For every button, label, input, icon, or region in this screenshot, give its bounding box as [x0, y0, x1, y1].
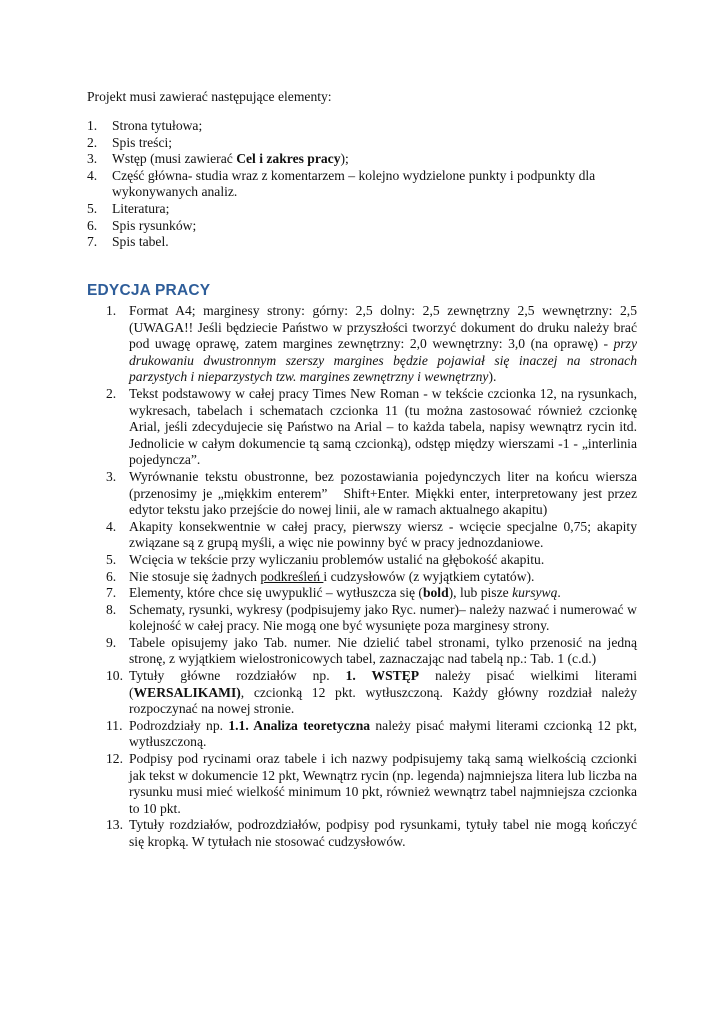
item-text: Spis treści;	[112, 134, 173, 150]
rule-number: 12.	[106, 751, 123, 767]
list-item	[87, 201, 647, 218]
item-text: Część główna- studia wraz z komentarzem – kolejno wydzielone punkty i podpunkty dla wykonywanych analiz.	[112, 167, 596, 200]
rule-number: 10.	[106, 668, 123, 684]
list-item	[87, 168, 647, 201]
rule-text: Tekst podstawowy w całej pracy Times New Roman - w tekście czcionka 12, na rysunkach, wykresach, tabelach i schematach czcionka 11 (tu można zastosować również czcionkę Arial, jeśli zdecydujecie się Państwo na Arial – to każda tabela, napisy wewnątrz rycin itd. Jednolicie w całym dokumencie tą samą czcionką), odstęp między wierszami -1 - „interlinia pojedyncza”.	[129, 385, 637, 468]
rule-number: 3.	[106, 468, 117, 484]
rule-number: 8.	[106, 601, 117, 617]
section-heading: EDYCJA PRACY	[87, 282, 211, 299]
rule-bold-text: 1. WSTĘP	[345, 668, 420, 684]
item-number: 5.	[87, 200, 98, 216]
rule-text-middle: ), lub pisze	[448, 585, 513, 601]
rule-italic-text: kursywą	[512, 585, 558, 601]
rule-text: Akapity konsekwentnie w całej pracy, pierwszy wiersz - wcięcie specjalne 0,75; akapity związane są z grupą myśli, a więc nie powinny być w pracy jednozdaniowe.	[129, 518, 637, 551]
list-item	[87, 135, 647, 152]
item-number: 4.	[87, 167, 98, 183]
rule-text-end: należy pisać małymi literami czcionką 12 pkt, wytłuszczoną.	[129, 717, 638, 750]
rule-text-middle: należy pisać wielkimi literami (	[129, 668, 637, 700]
rule-number: 11.	[106, 717, 123, 733]
rule-item	[106, 751, 637, 817]
required-elements-list	[87, 118, 647, 251]
rule-item	[106, 386, 637, 469]
item-text: Spis rysunków;	[112, 217, 197, 233]
rule-bold-text: 1.1. Analiza teoretyczna	[228, 717, 371, 733]
intro-text: Projekt musi zawierać następujące elementy:	[87, 89, 332, 104]
rule-item	[106, 585, 637, 602]
item-text: Spis tabel.	[112, 234, 169, 250]
list-item	[87, 234, 647, 251]
rule-text: Format A4; marginesy strony: górny: 2,5 dolny: 2,5 zewnętrzny 2,5 wewnętrzny: 2,5 (UWAGA!! Jeśli będziecie Państwo w przyszłości tworzyć dokument do druku należy brać pod uwagę oprawę, zatem margines zewnętrzny: 2,0 wewnętrzny: 3,0 (na oprawę) -	[129, 303, 637, 352]
rule-text: Wcięcia w tekście przy wyliczaniu problemów ustalić na głębokość akapitu.	[129, 551, 545, 567]
rule-text: Podpisy pod rycinami oraz tabele i ich nazwy podpisujemy taką samą wielkością czcionki jak tekst w dokumencie 12 pkt, Wewnątrz rycin (np. legenda) najmniejsza litera lub liczba na rysunku musi mieć wielkość minimum 10 pkt, również wewnątrz tabel najmniejsza czcionka to 10 pkt.	[129, 751, 637, 816]
list-item	[87, 151, 647, 168]
rule-number: 1.	[106, 303, 117, 318]
rule-item	[106, 718, 637, 751]
rule-text: Tytuły główne rozdziałów np.	[129, 668, 346, 684]
item-text: Literatura;	[112, 200, 170, 216]
rule-number: 13.	[106, 817, 123, 833]
rule-text: Tytuły rozdziałów, podrozdziałów, podpisy pod rysunkami, tytuły tabel nie mogą kończyć się kropką. W tytułach nie stosować cudzysłowów.	[129, 817, 637, 849]
rule-bold-text-2: WERSALIKAMI)	[133, 684, 241, 700]
rule-bold-text: bold	[422, 585, 449, 601]
rule-item	[106, 635, 637, 668]
rule-number: 4.	[106, 518, 117, 534]
list-item	[87, 118, 647, 135]
rule-underlined-text: podkreśleń	[260, 568, 324, 584]
item-number: 1.	[87, 118, 98, 133]
formatting-rules-list	[106, 303, 637, 851]
item-number: 6.	[87, 217, 98, 233]
rule-item	[106, 303, 637, 386]
rule-item	[106, 602, 637, 635]
rule-number: 5.	[106, 551, 117, 567]
item-number: 3.	[87, 151, 98, 167]
item-text-end: );	[340, 151, 349, 167]
rule-item	[106, 469, 637, 519]
item-bold-text: Cel i zakres pracy	[236, 151, 341, 167]
rule-item	[106, 519, 637, 552]
item-number: 2.	[87, 134, 98, 150]
rule-text: Nie stosuje się żadnych	[129, 568, 261, 584]
rule-text-end: i cudzysłowów (z wyjątkiem cytatów).	[323, 568, 535, 584]
rule-number: 2.	[106, 385, 117, 401]
rule-text-end: ).	[488, 369, 497, 385]
rule-number: 9.	[106, 634, 117, 650]
rule-text: Elementy, które chce się uwypuklić – wytłuszcza się (	[129, 585, 423, 601]
rule-item	[106, 668, 637, 718]
rule-text-end: , czcionką 12 pkt. wytłuszczoną. Każdy główny rozdział należy rozpoczynać na nowej stronie.	[129, 684, 637, 717]
rule-number: 7.	[106, 585, 117, 601]
item-text: Strona tytułowa;	[112, 118, 203, 133]
rule-text: Tabele opisujemy jako Tab. numer. Nie dzielić tabel stronami, tylko przenosić na jedną stronę, z wyjątkiem wielostronicowych tabel, zaznaczając nad tabelą np.: Tab. 1 (c.d.)	[129, 634, 637, 667]
rule-text: Wyrównanie tekstu obustronne, bez pozostawiania pojedynczych liter na końcu wiersza (przenosimy je „miękkim enterem”	[129, 468, 637, 501]
list-item	[87, 218, 647, 235]
rule-text: Schematy, rysunki, wykresy (podpisujemy jako Ryc. numer)– należy nazwać i numerować w kolejność w całej pracy. Nie mogą one być wysunięte poza marginesy strony.	[129, 601, 637, 634]
rule-number: 6.	[106, 568, 117, 584]
rule-item	[106, 569, 637, 586]
rule-text-end: Shift+Enter. Miękki enter, interpretowany jest przez edytor tekstu jako przejście do nowej linii, ale w ramach aktualnego akapitu)	[129, 485, 638, 518]
item-number: 7.	[87, 234, 98, 250]
item-text: Wstęp (musi zawierać	[112, 151, 237, 167]
rule-text: Podrozdziały np.	[129, 717, 229, 733]
rule-item	[106, 817, 637, 850]
rule-text-end: .	[557, 585, 561, 601]
rule-item	[106, 552, 637, 569]
rule-italic-text: przy drukowaniu dwustronnym szerszy margines będzie pojawiał się inaczej na stronach parzystych i nieparzystych tzw. margines zewnętrzny i wewnętrzny	[129, 336, 637, 385]
